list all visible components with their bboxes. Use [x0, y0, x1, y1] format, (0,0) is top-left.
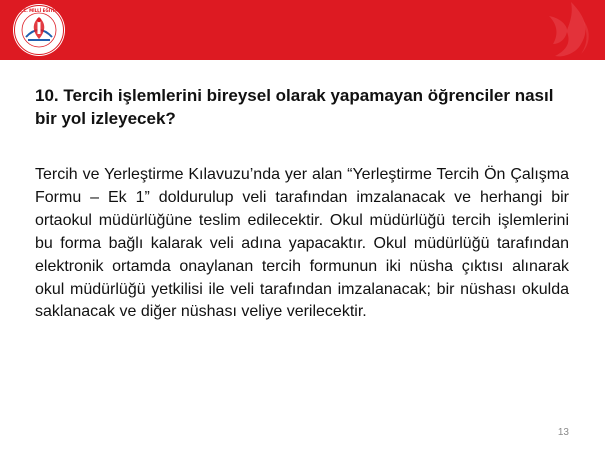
answer-paragraph: Tercih ve Yerleştirme Kılavuzu’nda yer alan “Yerleştirme Tercih Ön Çalışma Formu – Ek 1” doldurulup veli tarafından imzalanacak ve herhangi bir ortaokul müdürlüğüne teslim edilecektir. Okul müdürlüğü tercih işlemlerini bu forma bağlı kalarak veli adına yapacaktır. Okul müdürlüğü tarafından elektronik ortamda onaylanan tercih formunun iki nüsha çıktısı alınarak okul müdürlüğü yetkilisi ile veli tarafından imzalanacak; bir nüshası okulda saklanacak ve diğer nüshası veliye verilecektir.	[35, 166, 569, 321]
header-band	[0, 0, 605, 60]
page-number: 13	[557, 427, 569, 438]
flame-watermark-icon	[531, 0, 601, 60]
svg-text:T.C. MİLLÎ EĞİTİM: T.C. MİLLÎ EĞİTİM	[19, 8, 59, 13]
question-heading: 10. Tercih işlemlerini bireysel olarak yapamayan öğrenciler nasıl bir yol izleyecek?	[35, 86, 554, 128]
meb-emblem-icon	[12, 3, 66, 57]
